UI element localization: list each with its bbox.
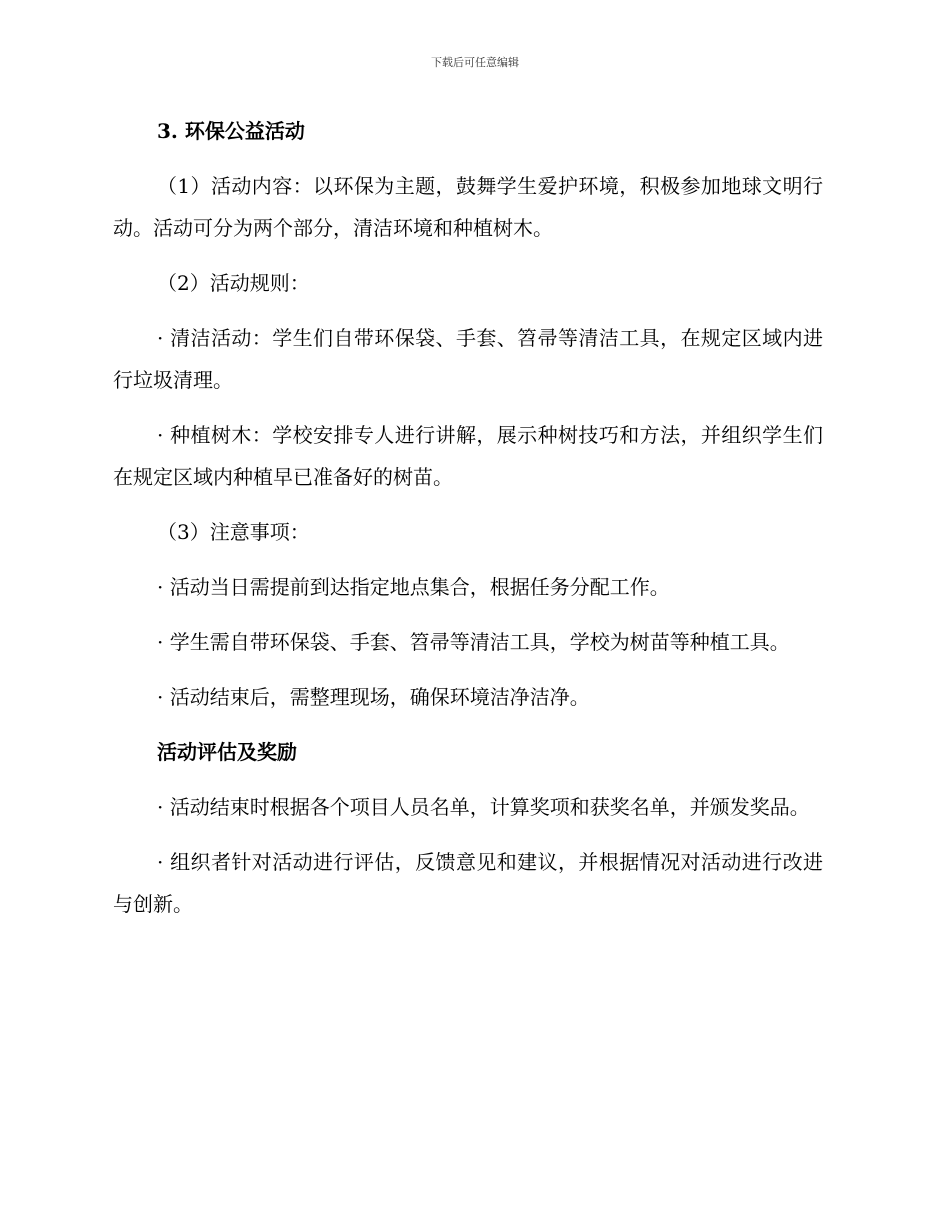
rule-planting-item: · 种植树木：学校安排专人进行讲解，展示种树技巧和方法，并组织学生们在规定区域内种植早已准备好的树苗。 <box>113 423 823 489</box>
section-heading-evaluation: 活动评估及奖励 <box>157 740 297 764</box>
note-item-2: · 学生需自带环保袋、手套、笤帚等清洁工具，学校为树苗等种植工具。 <box>157 630 790 654</box>
evaluation-item-2: · 组织者针对活动进行评估，反馈意见和建议，并根据情况对活动进行改进与创新。 <box>113 850 823 916</box>
note-item-3: · 活动结束后，需整理现场，确保环境洁净洁净。 <box>157 685 590 709</box>
section-heading-environment: 3. 环保公益活动 <box>157 119 305 143</box>
document-body <box>113 110 823 938</box>
activity-content-paragraph: （1）活动内容：以环保为主题，鼓舞学生爱护环境，积极参加地球文明行动。活动可分为两个部分，清洁环境和种植树木。 <box>113 174 823 240</box>
notes-label: （3）注意事项： <box>157 520 310 544</box>
evaluation-item-1: · 活动结束时根据各个项目人员名单，计算奖项和获奖名单，并颁发奖品。 <box>157 795 810 819</box>
page-header-note: 下载后可任意编辑 <box>431 56 519 69</box>
activity-rules-label: （2）活动规则： <box>157 271 310 295</box>
note-item-1: · 活动当日需提前到达指定地点集合，根据任务分配工作。 <box>157 575 670 599</box>
rule-cleaning-item: · 清洁活动：学生们自带环保袋、手套、笤帚等清洁工具，在规定区域内进行垃圾清理。 <box>113 326 823 392</box>
